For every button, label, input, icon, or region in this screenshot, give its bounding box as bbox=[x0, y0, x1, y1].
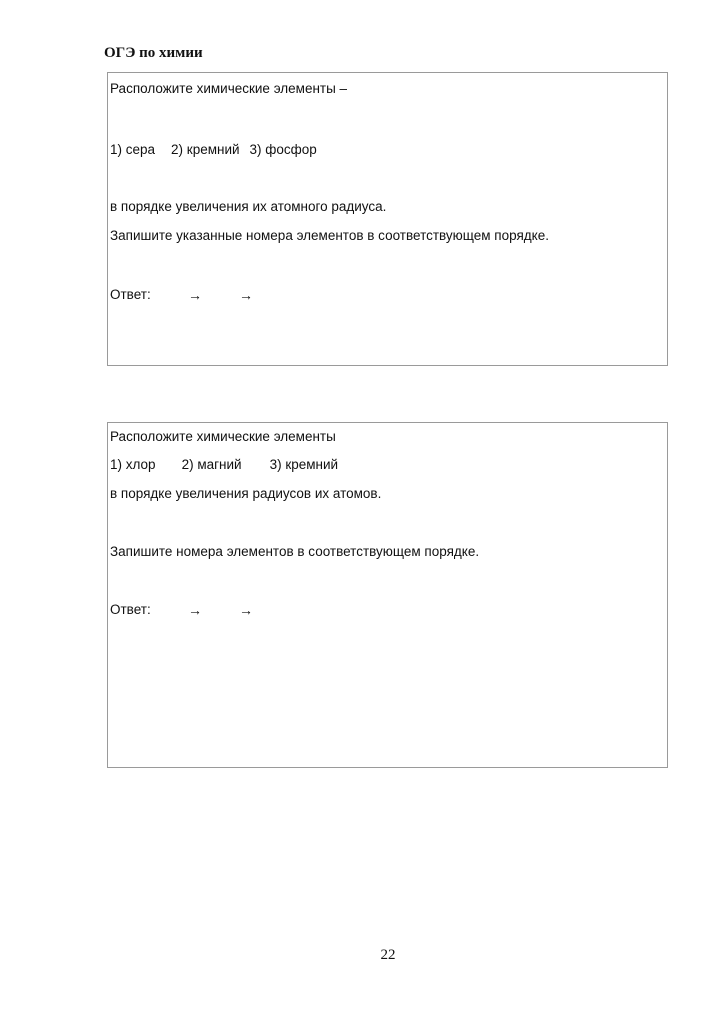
task-1-element-1: 1) сера bbox=[110, 142, 156, 157]
task-2-arrow-1: → bbox=[188, 602, 202, 618]
task-1-condition: в порядке увеличения их атомного радиуса. bbox=[110, 199, 387, 214]
task-2-arrow-2: → bbox=[239, 602, 253, 618]
task-2-element-2: 2) магний bbox=[181, 457, 242, 472]
task-2-intro: Расположите химические элементы bbox=[110, 429, 336, 444]
task-2-condition: в порядке увеличения радиусов их атомов. bbox=[110, 486, 382, 501]
task-1-element-2: 2) кремний bbox=[171, 142, 240, 157]
task-2-elements bbox=[110, 457, 338, 473]
task-1-intro: Расположите химические элементы – bbox=[110, 81, 348, 96]
task-2-element-1: 1) хлор bbox=[110, 457, 156, 472]
task-2-instruction: Запишите номера элементов в соответствующем порядке. bbox=[110, 544, 480, 559]
task-2-element-3: 3) кремний bbox=[269, 457, 339, 472]
task-1-element-3: 3) фосфор bbox=[249, 142, 317, 157]
task-1-arrow-1: → bbox=[188, 287, 202, 303]
task-2-answer-label: Ответ: bbox=[110, 602, 151, 617]
task-1-instruction: Запишите указанные номера элементов в соответствующем порядке. bbox=[110, 228, 549, 243]
task-1-answer-label: Ответ: bbox=[110, 287, 151, 302]
task-box-1 bbox=[107, 72, 668, 366]
task-1-arrow-2: → bbox=[239, 287, 253, 303]
task-box-2 bbox=[107, 422, 668, 768]
task-1-elements bbox=[110, 142, 317, 158]
page-number: 22 bbox=[380, 947, 396, 963]
document-header-title: ОГЭ по химии bbox=[104, 45, 203, 61]
